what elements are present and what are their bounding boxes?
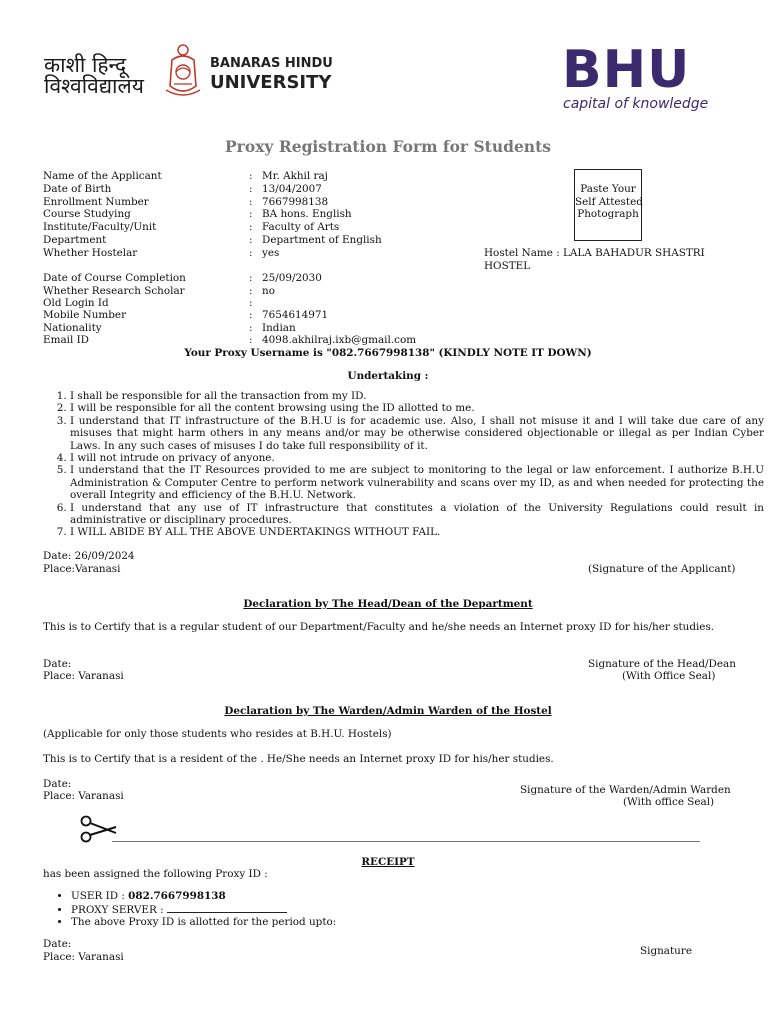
undertaking-list <box>43 390 764 539</box>
bhu-wordmark: BHU <box>562 40 691 100</box>
receipt-period: • The above Proxy ID is allotted for the period upto: <box>71 916 336 929</box>
detail-value: 7667998138 <box>262 196 329 208</box>
head-date: Date: <box>43 658 72 670</box>
detail-label: Date of Course Completion <box>43 272 186 284</box>
hindi-name-line2: विश्वविद्यालय <box>44 74 144 98</box>
head-place: Place: Varanasi <box>43 670 124 682</box>
undertaking-item: 3. I understand that IT infrastructure of the B.H.U is for academic use. Also, I shall not misuse it and I will take due care of any misuses that might harm others in any means and/or may be otherwise considered objectionable or illegal as per Indian Cyber Laws. In any such cases of misuses I do take full responsibility of it. <box>70 415 764 452</box>
warden-declaration-text: This is to Certify that is a resident of the . He/She needs an Internet proxy ID for his/her studies. <box>43 753 554 765</box>
warden-seal: (With office Seal) <box>623 796 715 808</box>
detail-value: 25/09/2030 <box>262 272 322 284</box>
hindi-name-line1: काशी हिन्दू <box>44 53 127 77</box>
detail-colon: : <box>249 208 253 220</box>
detail-colon: : <box>249 247 253 259</box>
detail-colon: : <box>249 170 253 182</box>
detail-label: Old Login Id <box>43 297 109 309</box>
english-name-line2: UNIVERSITY <box>210 72 332 93</box>
applicant-place: Place:Varanasi <box>43 563 121 575</box>
undertaking-heading: Undertaking : <box>347 370 429 382</box>
bhu-logo-left <box>44 40 334 100</box>
proxy-server-label: PROXY SERVER : <box>71 903 167 916</box>
head-seal: (With Office Seal) <box>622 670 716 682</box>
warden-date: Date: <box>43 778 72 790</box>
undertaking-item: 7. I WILL ABIDE BY ALL THE ABOVE UNDERTAKINGS WITHOUT FAIL. <box>70 526 764 538</box>
detail-value: no <box>262 285 275 297</box>
detail-label: Mobile Number <box>43 309 127 321</box>
detail-colon: : <box>249 272 253 284</box>
detail-label: Whether Hostelar <box>43 247 138 259</box>
detail-value: yes <box>262 247 280 259</box>
detail-label: Whether Research Scholar <box>43 285 185 297</box>
photo-box-line3: Photograph <box>577 208 639 221</box>
detail-colon: : <box>249 334 253 346</box>
detail-value: 4098.akhilraj.ixb@gmail.com <box>262 334 417 346</box>
proxy-server-blank <box>167 903 287 913</box>
detail-label: Nationality <box>43 322 102 334</box>
detail-label: Date of Birth <box>43 183 112 195</box>
photo-box-line2: Self Attested <box>575 195 643 208</box>
photo-box-line1: Paste Your <box>580 183 636 195</box>
head-signature: Signature of the Head/Dean <box>588 658 736 670</box>
detail-colon: : <box>249 297 253 309</box>
detail-label: Institute/Faculty/Unit <box>43 221 157 233</box>
photo-box <box>574 169 642 241</box>
bhu-logo-right <box>560 40 720 116</box>
receipt-list <box>43 890 336 929</box>
head-declaration-heading: Declaration by The Head/Dean of the Department <box>243 598 533 610</box>
detail-value: Mr. Akhil raj <box>262 170 328 182</box>
detail-label: Email ID <box>43 334 90 346</box>
bhu-tagline: capital of knowledge <box>563 96 709 112</box>
form-title: Proxy Registration Form for Students <box>225 137 551 156</box>
receipt-proxy-server <box>71 903 336 917</box>
detail-value: 7654614971 <box>262 309 329 321</box>
undertaking-item: 1. I shall be responsible for all the transaction from my ID. <box>70 390 764 402</box>
applicant-signature: (Signature of the Applicant) <box>588 563 736 575</box>
warden-applicable-note: (Applicable for only those students who resides at B.H.U. Hostels) <box>43 728 392 740</box>
hostel-name-line1: Hostel Name : LALA BAHADUR SHASTRI <box>484 247 705 259</box>
detail-colon: : <box>249 196 253 208</box>
receipt-user-id <box>71 890 336 903</box>
bhu-emblem-icon <box>162 42 204 98</box>
detail-value: BA hons. English <box>262 208 352 220</box>
detail-label: Name of the Applicant <box>43 170 162 182</box>
scissors-icon <box>78 815 118 843</box>
applicant-date: Date: 26/09/2024 <box>43 550 135 562</box>
hostel-name-line2: HOSTEL <box>484 260 531 272</box>
detail-colon: : <box>249 322 253 334</box>
detail-label: Department <box>43 234 107 246</box>
proxy-username-note: Your Proxy Username is "082.7667998138" (KINDLY NOTE IT DOWN) <box>184 347 592 359</box>
detail-colon: : <box>249 183 253 195</box>
undertaking-item: 5. I understand that the IT Resources provided to me are subject to monitoring to the legal or law enforcement. I authorize B.H.U Administration & Computer Centre to perform network vulnerability and scans over my ID, as and when needed for protecting the overall Integrity and efficiency of the B.H.U. Network. <box>70 464 764 501</box>
detail-colon: : <box>249 285 253 297</box>
detail-value: Faculty of Arts <box>262 221 340 233</box>
english-name-line1: BANARAS HINDU <box>210 56 333 71</box>
user-id-label: USER ID : <box>71 890 129 902</box>
detail-value: 13/04/2007 <box>262 183 322 195</box>
warden-declaration-heading: Declaration by The Warden/Admin Warden of the Hostel <box>224 705 552 717</box>
undertaking-item: 6. I understand that any use of IT infrastructure that constitutes a violation of the University Regulations could result in administrative or disciplinary procedures. <box>70 502 764 527</box>
detail-colon: : <box>249 221 253 233</box>
detail-label: Course Studying <box>43 208 131 220</box>
warden-signature: Signature of the Warden/Admin Warden <box>520 784 731 796</box>
user-id-value: 082.7667998138 <box>128 890 226 902</box>
receipt-intro: has been assigned the following Proxy ID : <box>43 868 268 880</box>
detail-colon: : <box>249 309 253 321</box>
undertaking-item: 2. I will be responsible for all the content browsing using the ID allotted to me. <box>70 402 764 414</box>
receipt-heading: RECEIPT <box>361 856 415 868</box>
detail-value: Indian <box>262 322 296 334</box>
detail-colon: : <box>249 234 253 246</box>
receipt-date: Date: <box>43 938 72 950</box>
detail-value: Department of English <box>262 234 382 246</box>
head-declaration-text: This is to Certify that is a regular student of our Department/Faculty and he/she needs an Internet proxy ID for his/her studies. <box>43 621 715 633</box>
warden-place: Place: Varanasi <box>43 790 124 802</box>
cut-line <box>112 841 700 842</box>
undertaking-item: 4. I will not intrude on privacy of anyone. <box>70 452 764 464</box>
receipt-signature: Signature <box>640 945 692 957</box>
detail-label: Enrollment Number <box>43 196 149 208</box>
receipt-place: Place: Varanasi <box>43 951 124 963</box>
